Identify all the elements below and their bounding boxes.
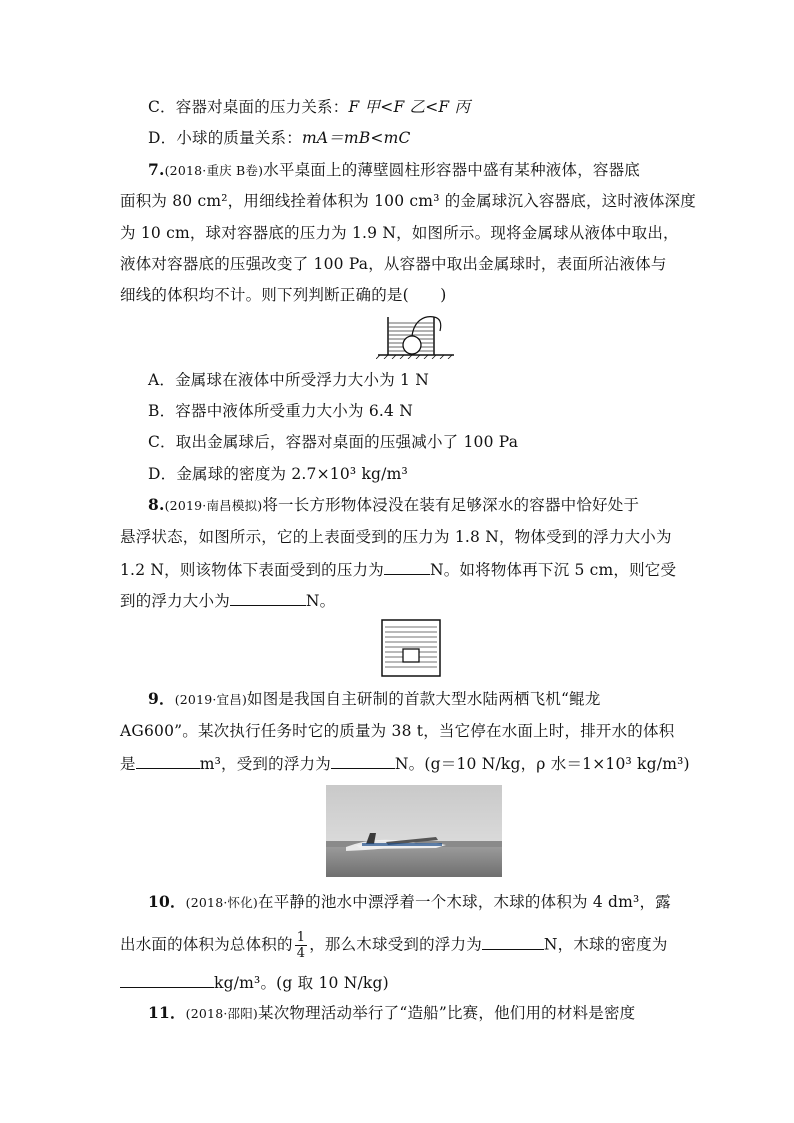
q7-option-c: C．取出金属球后，容器对桌面的压强减小了 100 Pa: [148, 433, 519, 451]
q10-text-2c: N，木球的密度为: [543, 935, 668, 954]
q8-source: (2019·南昌模拟): [164, 498, 263, 513]
q10-fraction: [295, 930, 307, 961]
q9-blank-1[interactable]: [136, 752, 200, 769]
q10-blank-2[interactable]: [120, 971, 214, 988]
q7-number: 7.: [148, 160, 165, 179]
q8-text-4b: N。: [305, 592, 336, 610]
q7-text-1: 水平桌面上的薄壁圆柱形容器中盛有某种液体，容器底: [263, 161, 641, 179]
fraction-numerator: 1: [296, 930, 306, 945]
q7-line-1: [148, 160, 640, 181]
option-d-formula: mA＝mB<mC: [301, 129, 411, 147]
q11-text-1: 某次物理活动举行了“造船”比赛，他们用的材料是密度: [258, 1004, 636, 1022]
q10-line-2: [120, 930, 668, 961]
q8-text-3b: N。如将物体再下沉 5 cm，则它受: [429, 561, 677, 579]
q11-source: (2018·邵阳): [185, 1006, 259, 1021]
q10-number: 10．: [148, 892, 186, 911]
option-d-text: D．小球的质量关系：: [148, 129, 302, 147]
container-ball-figure: [376, 311, 456, 359]
q10-text-2b: ，那么木球受到的浮力为: [309, 935, 482, 954]
q11-number: 11．: [148, 1003, 186, 1022]
q9-text-3b: m³，受到的浮力为: [199, 755, 331, 773]
option-c-formula: F 甲<F 乙<F 丙: [348, 98, 471, 116]
submerged-block-figure: [381, 619, 441, 677]
q10-line-1: [148, 892, 671, 913]
q11-line-1: [148, 1003, 635, 1024]
q7-text-3: 为 10 cm，球对容器底的压力为 1.9 N，如图所示。现将金属球从液体中取出，: [120, 224, 679, 242]
q10-blank-1[interactable]: [482, 933, 544, 950]
fraction-denominator: 4: [296, 946, 306, 961]
q8-number: 8.: [148, 495, 165, 514]
q10-text-2a: 出水面的体积为总体积的: [120, 935, 293, 954]
q7-text-5: 细线的体积均不计。则下列判断正确的是( ): [120, 286, 447, 304]
q10-source: (2018·怀化): [185, 895, 259, 910]
q9-text-3a: 是: [120, 755, 136, 773]
q8-text-4a: 到的浮力大小为: [120, 592, 230, 610]
q7-source: (2018·重庆 B卷): [164, 163, 264, 178]
option-c-text: C．容器对桌面的压力关系：: [148, 98, 349, 116]
q9-text-3c: N。(g＝10 N/kg，ρ 水＝1×10³ kg/m³): [394, 755, 690, 773]
q7-text-2: 面积为 80 cm²，用细线拴着体积为 100 cm³ 的金属球沉入容器底，这时液体深度: [120, 192, 696, 210]
q9-text-1: 如图是我国自主研制的首款大型水陆两栖飞机“鲲龙: [247, 690, 601, 708]
q8-line-4: [120, 589, 335, 611]
option-c-prev: [148, 97, 470, 117]
q8-text-1: 将一长方形物体浸没在装有足够深水的容器中恰好处于: [262, 496, 640, 514]
q10-text-1: 在平静的池水中漂浮着一个木球，木球的体积为 4 dm³，露: [258, 893, 671, 911]
q8-line-3: [120, 558, 676, 580]
q8-text-3a: 1.2 N，则该物体下表面受到的压力为: [120, 561, 384, 579]
q7-option-d: D．金属球的密度为 2.7×10³ kg/m³: [148, 465, 408, 483]
q8-line-1: [148, 495, 639, 516]
q8-blank-2[interactable]: [230, 589, 306, 606]
q9-line-3: [120, 752, 690, 774]
q9-number: 9．: [148, 689, 175, 708]
q10-text-3: kg/m³。(g 取 10 N/kg): [214, 974, 389, 992]
q8-blank-1[interactable]: [384, 558, 430, 575]
option-d-prev: [148, 128, 411, 148]
q9-blank-2[interactable]: [331, 752, 395, 769]
q9-line-1: [148, 689, 601, 710]
amphibious-aircraft-photo: [326, 785, 502, 877]
q9-source: (2019·宜昌): [174, 692, 248, 707]
q7-option-b: B．容器中液体所受重力大小为 6.4 N: [148, 402, 413, 420]
q9-text-2: AG600”。某次执行任务时它的质量为 38 t，当它停在水面上时，排开水的体积: [120, 722, 675, 740]
q7-option-a: A．金属球在液体中所受浮力大小为 1 N: [148, 371, 429, 389]
q10-line-3: [120, 971, 389, 993]
q8-text-2: 悬浮状态，如图所示，它的上表面受到的压力为 1.8 N，物体受到的浮力大小为: [120, 528, 672, 546]
q7-text-4: 液体对容器底的压强改变了 100 Pa，从容器中取出金属球时，表面所沾液体与: [120, 255, 667, 273]
